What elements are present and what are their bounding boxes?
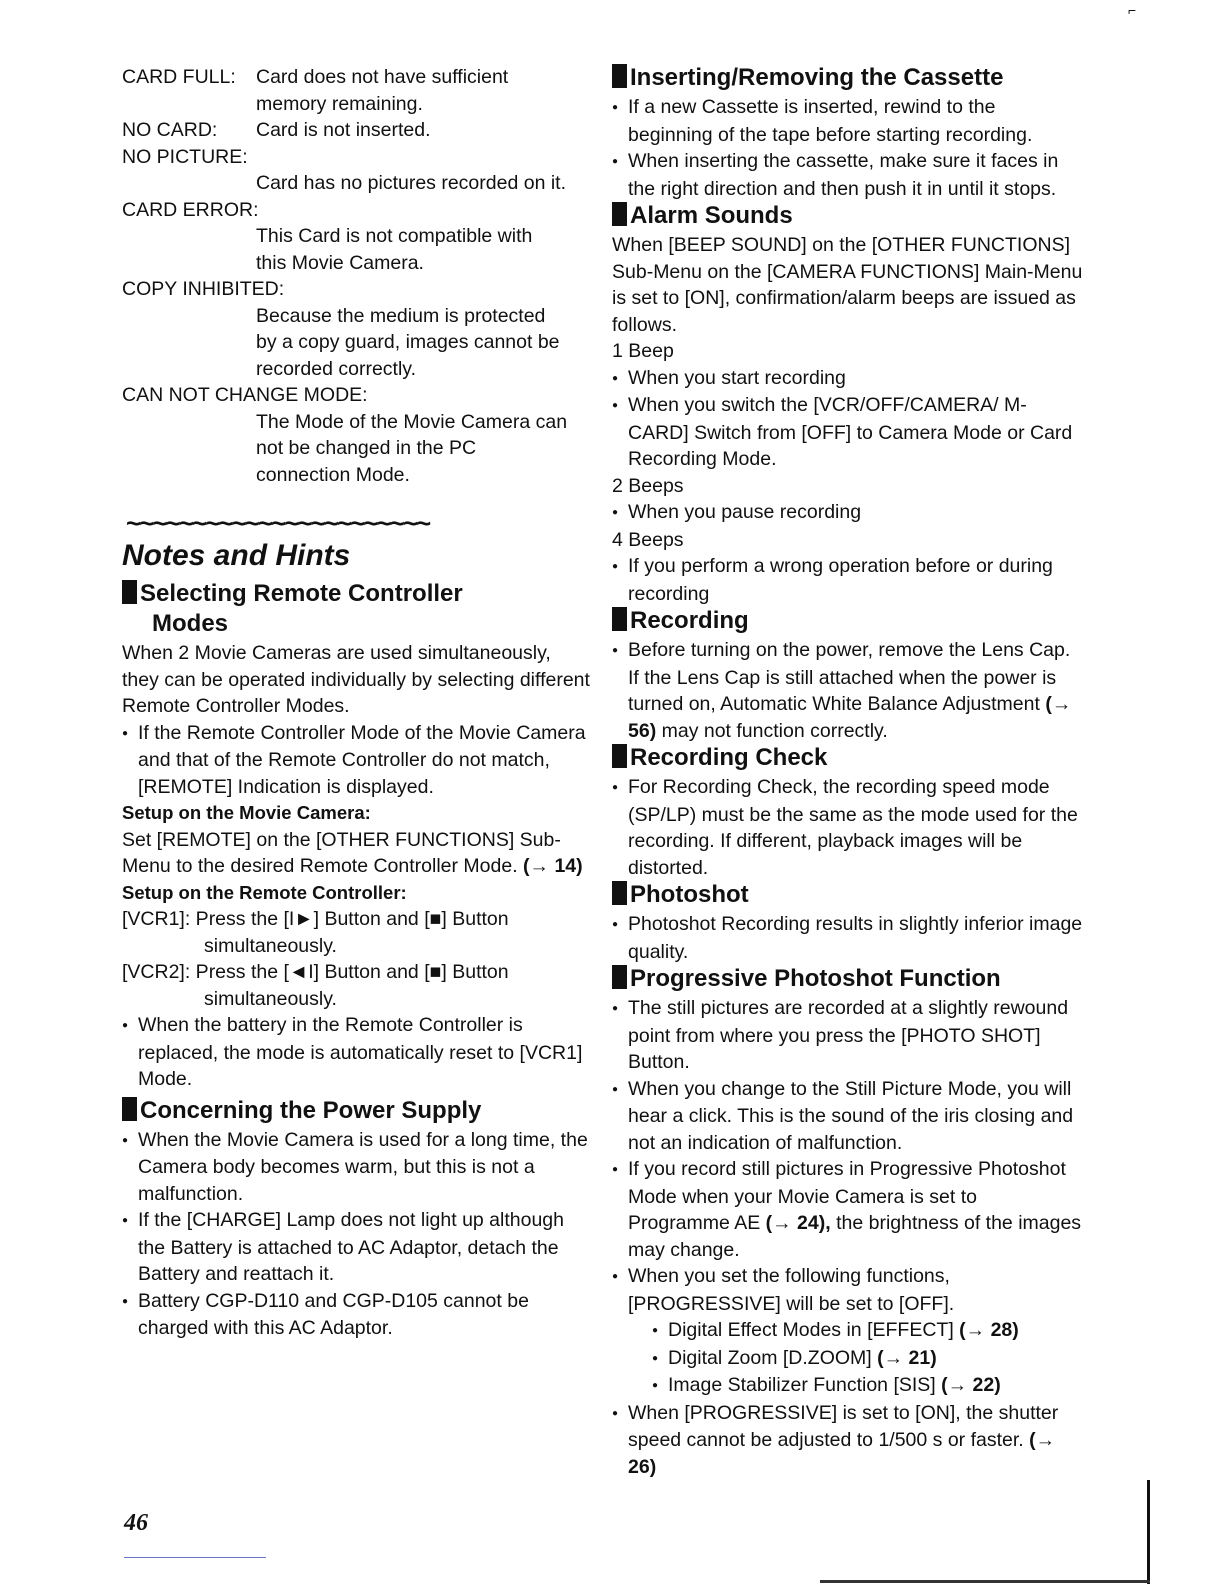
section-power [122,1097,592,1342]
page-reference: (→ 26) [628,1429,1056,1478]
right-column [612,64,1084,1480]
bullet-item: ● When you start recording [612,365,1084,393]
wave-divider: ~~~~~~~~~~~~~~~~~~~~~~~ [126,508,430,538]
term: CARD ERROR: [122,198,259,221]
bullet-item: ● When [PROGRESSIVE] is set to [ON], the shutter speed cannot be adjusted to 1/500 s or faster. (→ 26) [612,1400,1084,1481]
definition: Because the medium is protected [256,304,546,327]
section-alarm [612,202,1084,607]
definition: Card has no pictures recorded on it. [256,172,567,194]
section-remote [122,580,592,1093]
section-heading: Concerning the Power Supply [122,1097,592,1125]
subheading: Setup on the Remote Controller: [122,881,407,903]
section-heading-line2: Modes [152,610,229,637]
section-heading: Selecting Remote Controller [122,580,592,608]
paragraph: When 2 Movie Cameras are used simultaneously, they can be operated individually by selecting different Remote Controller Modes. [122,642,590,717]
heading-marker-icon [612,744,627,768]
vcr2-instruction: [VCR2]: Press the [◄I] Button and [■] Button simultaneously. [122,961,509,1010]
sub-bullet-item: ● Digital Zoom [D.ZOOM] (→ 21) [612,1345,1084,1373]
page-reference: (→ 56) [628,693,1072,742]
definition: connection Mode. [256,463,410,486]
paragraph: When [BEEP SOUND] on the [OTHER FUNCTIONS] Sub-Menu on the [CAMERA FUNCTIONS] Main-Menu is set to [ON], confirmation/alarm beeps are issued as follows. [612,234,1083,336]
page-reference: (→ 14) [523,855,583,877]
bullet-item: ● When inserting the cassette, make sure it faces in the right direction and then push it in until it stops. [612,148,1084,202]
bullet-item: ● When you change to the Still Picture Mode, you will hear a click. This is the sound of the iris closing and not an indication of malfunction. [612,1076,1084,1157]
page-title: Notes and Hints [122,539,351,572]
bullet-item: ● If you perform a wrong operation before or during recording [612,553,1084,607]
term: NO CARD: [122,119,218,141]
bullet-item: ● Before turning on the power, remove the Lens Cap. If the Lens Cap is still attached when the power is turned on, Automatic White Balance Adjustment (→ 56) may not function correctly. [612,637,1084,744]
page-reference: (→ 22) [941,1374,1001,1396]
bullet-item: ● If you record still pictures in Progressive Photoshot Mode when your Movie Camera is set to Programme AE (→ 24), the brightness of the images may change. [612,1156,1084,1263]
corner-mark: ⌐ [1128,2,1137,18]
section-heading: Recording [612,607,1084,635]
section-heading: Inserting/Removing the Cassette [612,64,1084,92]
bottom-rule [124,1557,266,1558]
bullet-item: ● If a new Cassette is inserted, rewind to the beginning of the tape before starting recording. [612,94,1084,148]
bullet-item: ● The still pictures are recorded at a slightly rewound point from where you press the [PHOTO SHOT] Button. [612,995,1084,1076]
bullet-item: ● For Recording Check, the recording speed mode (SP/LP) must be the same as the mode used for the recording. If different, playback images will be distorted. [612,774,1084,881]
beep-label: 2 Beeps [612,474,684,497]
sub-bullet-item: ● Digital Effect Modes in [EFFECT] (→ 28) [612,1317,1084,1345]
heading-marker-icon [612,881,627,905]
definition: Card is not inserted. [256,119,431,141]
section-heading: Alarm Sounds [612,202,1084,230]
definition: Card does not have sufficient [256,66,509,88]
heading-marker-icon [612,607,627,631]
definition: recorded correctly. [256,357,417,380]
page-reference: (→ 21) [877,1346,937,1369]
page-number: 46 [124,1510,148,1536]
section-recording [612,607,1084,744]
vcr1-instruction: [VCR1]: Press the [I►] Button and [■] Button simultaneously. [122,908,509,957]
page-reference: (→ 24), [765,1212,831,1234]
section-heading: Recording Check [612,744,1084,772]
subheading: Setup on the Movie Camera: [122,802,371,823]
section-progressive [612,965,1084,1480]
beep-label: 4 Beeps [612,528,684,551]
heading-marker-icon [612,64,627,88]
term: CARD FULL: [122,66,236,88]
definition: memory remaining. [256,92,423,115]
section-photoshot [612,881,1084,965]
bullet-item: ● If the [CHARGE] Lamp does not light up although the Battery is attached to AC Adaptor, detach the Battery and reattach it. [122,1207,592,1288]
definition: The Mode of the Movie Camera can [256,410,568,433]
heading-marker-icon [612,965,627,989]
no-card-row [122,117,592,144]
section-recording-check [612,744,1084,881]
section-heading: Photoshot [612,881,1084,909]
card-full-row [122,64,592,91]
section-heading: Progressive Photoshot Function [612,965,1084,993]
scan-edge-line [820,1580,1150,1583]
heading-marker-icon [122,580,137,604]
bullet-item: ● When you set the following functions, [PROGRESSIVE] will be set to [OFF]. [612,1263,1084,1317]
bullet-item: ● Photoshot Recording results in slightly inferior image quality. [612,911,1084,965]
left-column [122,64,592,1342]
bullet-item: ● When the Movie Camera is used for a long time, the Camera body becomes warm, but this is not a malfunction. [122,1127,592,1208]
heading-marker-icon [122,1097,137,1121]
bullet-item: ● When the battery in the Remote Controller is replaced, the mode is automatically reset to [VCR1] Mode. [122,1012,592,1093]
section-cassette [612,64,1084,202]
term: CAN NOT CHANGE MODE: [122,384,368,406]
definition: not be changed in the PC [256,437,477,459]
definition: by a copy guard, images cannot be [256,331,560,353]
bullet-item: ● When you switch the [VCR/OFF/CAMERA/ M-CARD] Switch from [OFF] to Camera Mode or Card Recording Mode. [612,392,1084,473]
bullet-item: ● Battery CGP-D110 and CGP-D105 cannot be charged with this AC Adaptor. [122,1288,592,1342]
display-list [122,64,592,488]
term: COPY INHIBITED: [122,278,285,300]
definition: This Card is not compatible with [256,225,533,247]
sub-bullet-item: ● Image Stabilizer Function [SIS] (→ 22) [612,1372,1084,1400]
page-reference: (→ 28) [959,1319,1019,1341]
definition: this Movie Camera. [256,251,424,274]
paragraph: Set [REMOTE] on the [OTHER FUNCTIONS] Sub-Menu to the desired Remote Controller Mode. (→ 14) [122,828,583,877]
bullet-item: ● If the Remote Controller Mode of the Movie Camera and that of the Remote Controller do not match, [REMOTE] Indication is displayed. [122,720,592,801]
scan-edge-line [1147,1480,1150,1584]
term: NO PICTURE: [122,145,248,168]
heading-marker-icon [612,202,627,226]
beep-label: 1 Beep [612,340,674,362]
bullet-item: ● When you pause recording [612,499,1084,527]
